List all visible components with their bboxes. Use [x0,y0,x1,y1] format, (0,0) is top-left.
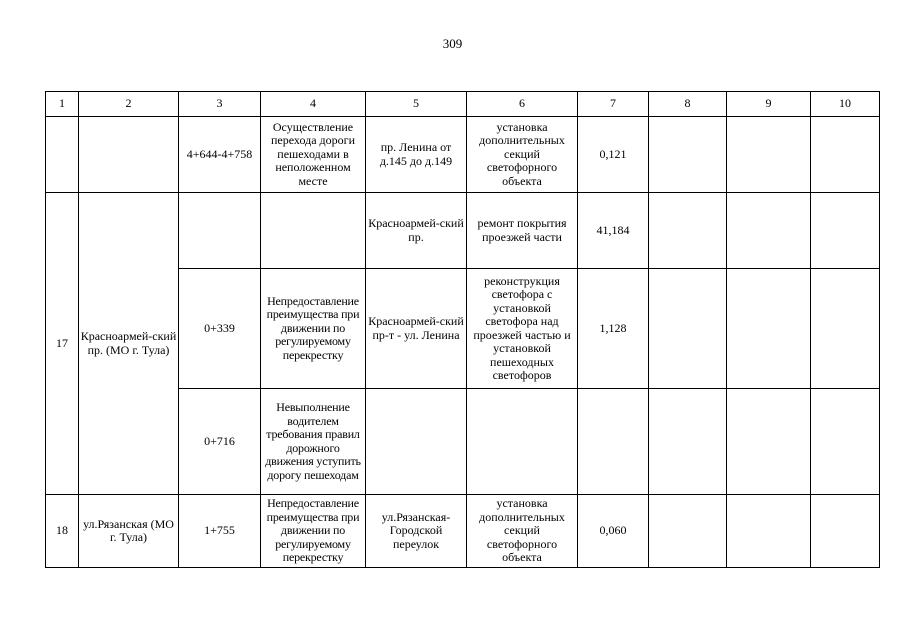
empty-cell [811,389,880,495]
column-header: 4 [261,92,366,117]
table-row [46,193,880,269]
measure-cell: ремонт покрытия проезжей части [467,193,578,269]
violation-cell: Осуществление перехода дороги пешеходами в неположенном месте [261,117,366,193]
table-header-row [46,92,880,117]
violation-cell: Непредоставление преимущества при движении по регулируемому перекрестку [261,495,366,568]
measure-cell [467,389,578,495]
amount-cell: 0,060 [578,495,649,568]
table-row [46,117,880,193]
location-cell: Красноармей-ский пр. [366,193,467,269]
empty-cell [649,269,727,389]
empty-cell [649,389,727,495]
column-header: 3 [179,92,261,117]
empty-cell [649,193,727,269]
empty-cell [649,117,727,193]
km-cell [179,193,261,269]
amount-cell [578,389,649,495]
column-header: 1 [46,92,79,117]
km-cell: 0+716 [179,389,261,495]
violation-cell: Невыполнение водителем требования правил дорожного движения уступить дорогу пешеходам [261,389,366,495]
column-header: 8 [649,92,727,117]
location-cell: ул.Рязанская-Городской переулок [366,495,467,568]
empty-cell [811,117,880,193]
measure-cell: установка дополнительных секций светофорного объекта [467,117,578,193]
location-cell: Красноармей-ский пр-т - ул. Ленина [366,269,467,389]
amount-cell: 41,184 [578,193,649,269]
empty-cell [727,117,811,193]
column-header: 2 [79,92,179,117]
km-cell: 4+644-4+758 [179,117,261,193]
empty-cell [727,389,811,495]
location-cell: пр. Ленина от д.145 до д.149 [366,117,467,193]
measure-cell: установка дополнительных секций светофорного объекта [467,495,578,568]
empty-cell [727,193,811,269]
row-number-cell [46,117,79,193]
km-cell: 0+339 [179,269,261,389]
violation-cell: Непредоставление преимущества при движении по регулируемому перекрестку [261,269,366,389]
column-header: 9 [727,92,811,117]
column-header: 6 [467,92,578,117]
km-cell: 1+755 [179,495,261,568]
road-name-cell: Красноармей-ский пр. (МО г. Тула) [79,193,179,495]
measure-cell: реконструкция светофора с установкой светофора над проезжей частью и установкой пешеходных светофоров [467,269,578,389]
empty-cell [649,495,727,568]
column-header: 5 [366,92,467,117]
row-number-cell: 18 [46,495,79,568]
table-row [46,495,880,568]
road-measures-table [45,91,880,568]
empty-cell [727,495,811,568]
page-number: 309 [442,36,463,51]
amount-cell: 0,121 [578,117,649,193]
empty-cell [811,495,880,568]
amount-cell: 1,128 [578,269,649,389]
empty-cell [727,269,811,389]
road-name-cell [79,117,179,193]
location-cell [366,389,467,495]
violation-cell [261,193,366,269]
road-name-cell: ул.Рязанская (МО г. Тула) [79,495,179,568]
row-number-cell: 17 [46,193,79,495]
column-header: 10 [811,92,880,117]
empty-cell [811,269,880,389]
empty-cell [811,193,880,269]
column-header: 7 [578,92,649,117]
